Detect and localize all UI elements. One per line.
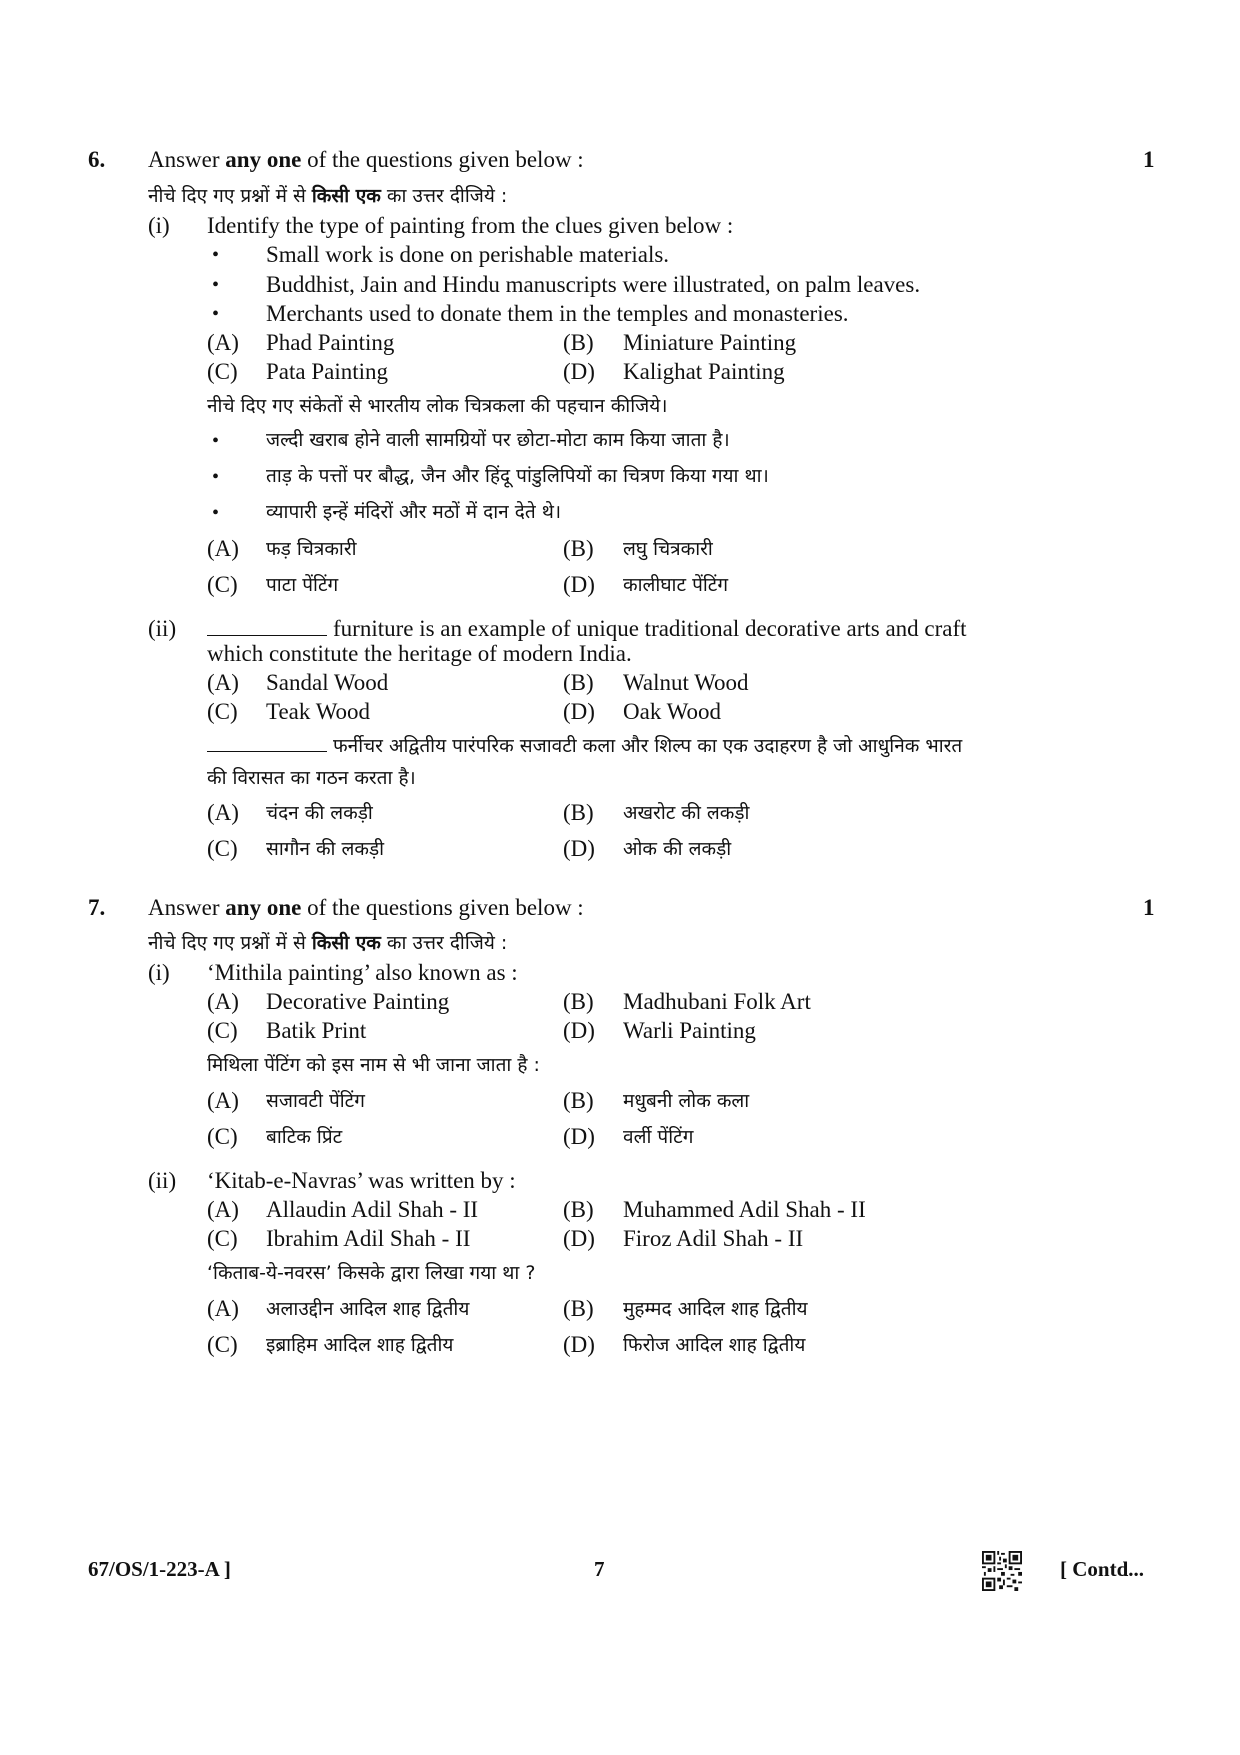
q7-ii-option-b-hi: मुहम्मद आदिल शाह द्वितीय (623, 1298, 808, 1320)
option-label-d: (D) (563, 359, 595, 384)
option-label-c: (C) (207, 836, 238, 861)
q7-ii-option-d-en: Firoz Adil Shah - II (623, 1226, 804, 1251)
q6-ii-option-b-en: Walnut Wood (623, 670, 749, 695)
q6-i-option-a-en: Phad Painting (266, 330, 395, 355)
continued-label: [ Contd... (1060, 1557, 1145, 1581)
q6-ii-option-c-hi: सागौन की लकड़ी (266, 838, 385, 860)
q6-i-clue-en-2: Buddhist, Jain and Hindu manuscripts were illustrated, on palm leaves. (266, 272, 921, 297)
question-7-number: 7. (88, 895, 106, 920)
question-6-instruction-hi: नीचे दिए गए प्रश्नों में से किसी एक का उत्तर दीजिये : (148, 185, 508, 207)
option-label-a: (A) (207, 800, 239, 825)
bullet: • (212, 303, 220, 325)
q6-i-clue-hi-2: ताड़ के पत्तों पर बौद्ध, जैन और हिंदू पांडुलिपियों का चित्रण किया गया था। (266, 465, 769, 487)
q7-i-option-d-hi: वर्ली पेंटिंग (623, 1126, 694, 1148)
option-label-d: (D) (563, 1018, 595, 1043)
q6-part-i-label: (i) (148, 213, 170, 238)
q7-ii-option-a-hi: अलाउद्दीन आदिल शाह द्वितीय (266, 1298, 470, 1320)
bullet: • (212, 274, 220, 296)
q7-i-option-c-hi: बाटिक प्रिंट (266, 1126, 343, 1148)
q6-i-clue-en-1: Small work is done on perishable materials. (266, 242, 670, 267)
option-label-c: (C) (207, 359, 238, 384)
q7-ii-option-c-hi: इब्राहिम आदिल शाह द्वितीय (266, 1334, 454, 1356)
option-label-c: (C) (207, 572, 238, 597)
option-label-c: (C) (207, 1332, 238, 1357)
option-label-a: (A) (207, 1296, 239, 1321)
q7-ii-stem-en: ‘Kitab-e-Navras’ was written by : (207, 1168, 516, 1193)
q6-ii-stem-hi-line2: की विरासत का गठन करता है। (207, 767, 416, 789)
option-label-b: (B) (563, 1088, 594, 1113)
q7-part-ii-label: (ii) (148, 1168, 177, 1193)
option-label-b: (B) (563, 536, 594, 561)
q6-ii-option-a-hi: चंदन की लकड़ी (266, 802, 373, 824)
option-label-c: (C) (207, 1226, 238, 1251)
option-label-b: (B) (563, 1296, 594, 1321)
q7-ii-option-b-en: Muhammed Adil Shah - II (623, 1197, 866, 1222)
q6-i-option-b-en: Miniature Painting (623, 330, 797, 355)
q6-i-option-c-en: Pata Painting (266, 359, 389, 384)
q6-ii-option-c-en: Teak Wood (266, 699, 371, 724)
question-6-number: 6. (88, 147, 106, 172)
q6-i-clue-hi-1: जल्दी खराब होने वाली सामग्रियों पर छोटा-मोटा काम किया जाता है। (266, 429, 730, 451)
q6-i-option-c-hi: पाटा पेंटिंग (266, 574, 339, 596)
option-label-a: (A) (207, 670, 239, 695)
q6-i-stem-hi: नीचे दिए गए संकेतों से भारतीय लोक चित्रकला की पहचान कीजिये। (207, 395, 668, 417)
bullet: • (212, 502, 220, 524)
option-label-b: (B) (563, 670, 594, 695)
option-label-a: (A) (207, 330, 239, 355)
question-6-marks: 1 (1143, 147, 1155, 172)
q7-ii-option-d-hi: फिरोज आदिल शाह द्वितीय (623, 1334, 806, 1356)
q6-i-option-d-en: Kalighat Painting (623, 359, 785, 384)
option-label-d: (D) (563, 572, 595, 597)
option-label-d: (D) (563, 836, 595, 861)
option-label-b: (B) (563, 800, 594, 825)
qr-code-icon (982, 1551, 1022, 1591)
bullet: • (212, 430, 220, 452)
page-number: 7 (594, 1557, 605, 1581)
question-7-marks: 1 (1143, 895, 1155, 920)
q6-part-ii-label: (ii) (148, 616, 177, 641)
q7-i-stem-hi: मिथिला पेंटिंग को इस नाम से भी जाना जाता है : (207, 1054, 540, 1076)
option-label-c: (C) (207, 1124, 238, 1149)
q7-i-option-d-en: Warli Painting (623, 1018, 756, 1043)
option-label-d: (D) (563, 1226, 595, 1251)
q7-part-i-label: (i) (148, 960, 170, 985)
answer-blank (207, 617, 327, 636)
option-label-c: (C) (207, 699, 238, 724)
paper-code: 67/OS/1-223-A ] (88, 1557, 231, 1581)
option-label-b: (B) (563, 989, 594, 1014)
option-label-a: (A) (207, 536, 239, 561)
q7-ii-option-a-en: Allaudin Adil Shah - II (266, 1197, 479, 1222)
answer-blank (207, 733, 327, 752)
option-label-b: (B) (563, 1197, 594, 1222)
question-7-instruction-hi: नीचे दिए गए प्रश्नों में से किसी एक का उत्तर दीजिये : (148, 932, 508, 954)
bullet: • (212, 244, 220, 266)
q6-ii-option-d-en: Oak Wood (623, 699, 722, 724)
q6-ii-option-a-en: Sandal Wood (266, 670, 389, 695)
q6-i-clue-en-3: Merchants used to donate them in the temples and monasteries. (266, 301, 849, 326)
option-label-a: (A) (207, 989, 239, 1014)
question-7-instruction-en: Answer any one of the questions given below : (148, 895, 584, 920)
option-label-d: (D) (563, 1124, 595, 1149)
q7-i-option-b-hi: मधुबनी लोक कला (623, 1090, 750, 1112)
q7-i-option-c-en: Batik Print (266, 1018, 367, 1043)
option-label-a: (A) (207, 1197, 239, 1222)
q6-ii-option-b-hi: अखरोट की लकड़ी (623, 802, 750, 824)
option-label-a: (A) (207, 1088, 239, 1113)
q6-ii-stem-hi-line1: फर्नीचर अद्वितीय पारंपरिक सजावटी कला और शिल्प का एक उदाहरण है जो आधुनिक भारत (207, 732, 962, 758)
q7-ii-option-c-en: Ibrahim Adil Shah - II (266, 1226, 471, 1251)
question-6-instruction-en: Answer any one of the questions given below : (148, 147, 584, 172)
q6-i-clue-hi-3: व्यापारी इन्हें मंदिरों और मठों में दान देते थे। (266, 501, 562, 523)
q6-ii-stem-en-line1: furniture is an example of unique traditional decorative arts and craft (207, 616, 967, 642)
option-label-c: (C) (207, 1018, 238, 1043)
q7-i-stem-en: ‘Mithila painting’ also known as : (207, 960, 518, 985)
bullet: • (212, 466, 220, 488)
option-label-d: (D) (563, 699, 595, 724)
q7-ii-stem-hi: ‘किताब-ये-नवरस’ किसके द्वारा लिखा गया था ? (207, 1262, 536, 1284)
q7-i-option-b-en: Madhubani Folk Art (623, 989, 811, 1014)
q6-i-option-a-hi: फड़ चित्रकारी (266, 538, 357, 560)
q6-part-i-stem-en: Identify the type of painting from the clues given below : (207, 213, 734, 238)
q6-ii-stem-en-line2: which constitute the heritage of modern India. (207, 641, 632, 666)
q7-i-option-a-en: Decorative Painting (266, 989, 450, 1014)
option-label-b: (B) (563, 330, 594, 355)
q6-i-option-d-hi: कालीघाट पेंटिंग (623, 574, 729, 596)
option-label-d: (D) (563, 1332, 595, 1357)
q7-i-option-a-hi: सजावटी पेंटिंग (266, 1090, 365, 1112)
q6-ii-option-d-hi: ओक की लकड़ी (623, 838, 732, 860)
q6-i-option-b-hi: लघु चित्रकारी (623, 538, 713, 560)
